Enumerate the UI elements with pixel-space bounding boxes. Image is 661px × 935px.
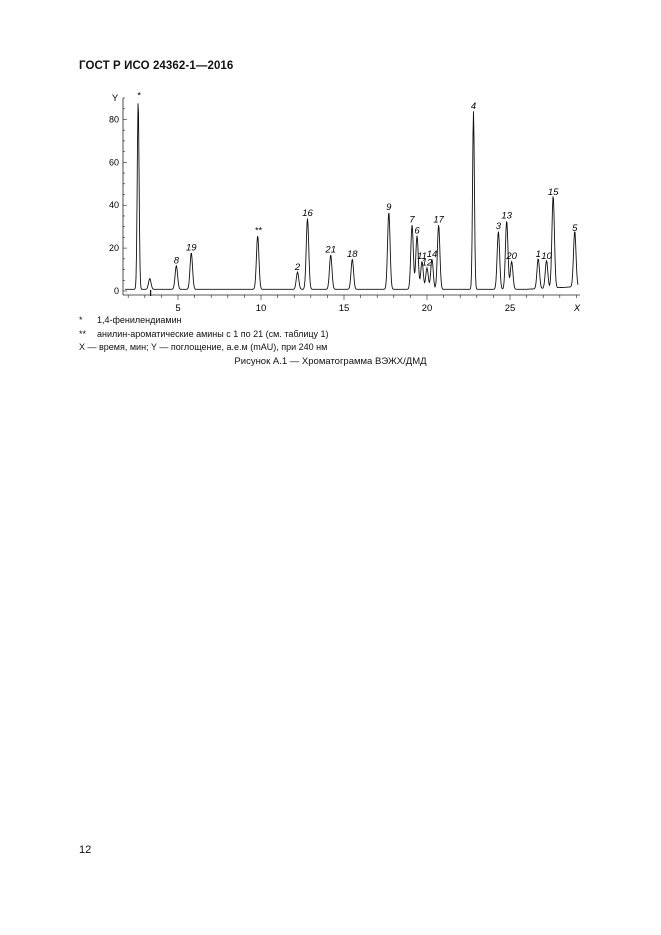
- y-tick-label: 40: [108, 200, 119, 211]
- y-tick-label: 0: [113, 286, 119, 296]
- peak-label: 17: [433, 214, 444, 226]
- peak-label: 3: [495, 221, 502, 233]
- peak-label: 5: [572, 223, 578, 235]
- peak-label: 18: [347, 248, 358, 260]
- chart-ticks: [109, 98, 576, 314]
- peak-label: 11: [417, 251, 427, 263]
- peak-label: 15: [547, 186, 559, 198]
- note-mark: *: [79, 315, 83, 325]
- chromatogram-trace: [125, 103, 578, 296]
- x-tick-label: 20: [421, 303, 433, 314]
- y-tick-label: 80: [108, 114, 119, 125]
- peak-label: 21: [325, 244, 337, 256]
- y-tick-label: 60: [108, 157, 119, 168]
- peak-label: 2: [294, 261, 301, 273]
- x-axis-label: X: [573, 303, 581, 314]
- peak-label: 14: [426, 248, 438, 260]
- x-tick-label: 15: [338, 303, 350, 314]
- peak-label: *: [137, 90, 141, 101]
- peak-label: 4: [470, 101, 477, 113]
- note-row: [79, 328, 329, 342]
- peak-label: 7: [409, 214, 415, 226]
- peak-label: 20: [506, 251, 517, 263]
- peak-label: 13: [501, 210, 512, 222]
- x-tick-label: 10: [255, 303, 267, 314]
- peak-label: 1: [535, 248, 541, 260]
- peak-labels: [137, 90, 578, 273]
- peak-label: 12: [421, 257, 433, 269]
- chart-axes: [112, 93, 581, 314]
- peak-label: **: [255, 225, 263, 236]
- peak-label: 8: [173, 255, 179, 267]
- peak-label: 19: [185, 242, 197, 254]
- page-number: 12: [79, 844, 92, 856]
- peak-label: 9: [386, 201, 392, 213]
- note-text: анилин-ароматические амины с 1 по 21 (см. таблицу 1): [97, 328, 329, 339]
- figure-notes: [79, 314, 329, 355]
- peak-label: 16: [302, 208, 313, 220]
- figure-caption: Рисунок А.1 — Хроматограмма ВЭЖХ/ДМД: [234, 356, 427, 367]
- peak-label: 10: [541, 251, 552, 263]
- y-tick-label: 20: [108, 243, 119, 254]
- document-header: ГОСТ Р ИСО 24362-1—2016: [79, 60, 234, 72]
- x-tick-label: 25: [504, 303, 516, 314]
- y-axis-label: Y: [111, 93, 119, 104]
- axis-note: X — время, мин; Y — поглощение, а.е.м (mAU), при 240 нм: [79, 342, 328, 352]
- note-mark: **: [79, 328, 87, 339]
- note-text: 1,4-фенилендиамин: [97, 315, 182, 325]
- peak-label: 6: [414, 225, 420, 237]
- note-row: [79, 314, 329, 328]
- x-tick-label: 5: [175, 303, 181, 314]
